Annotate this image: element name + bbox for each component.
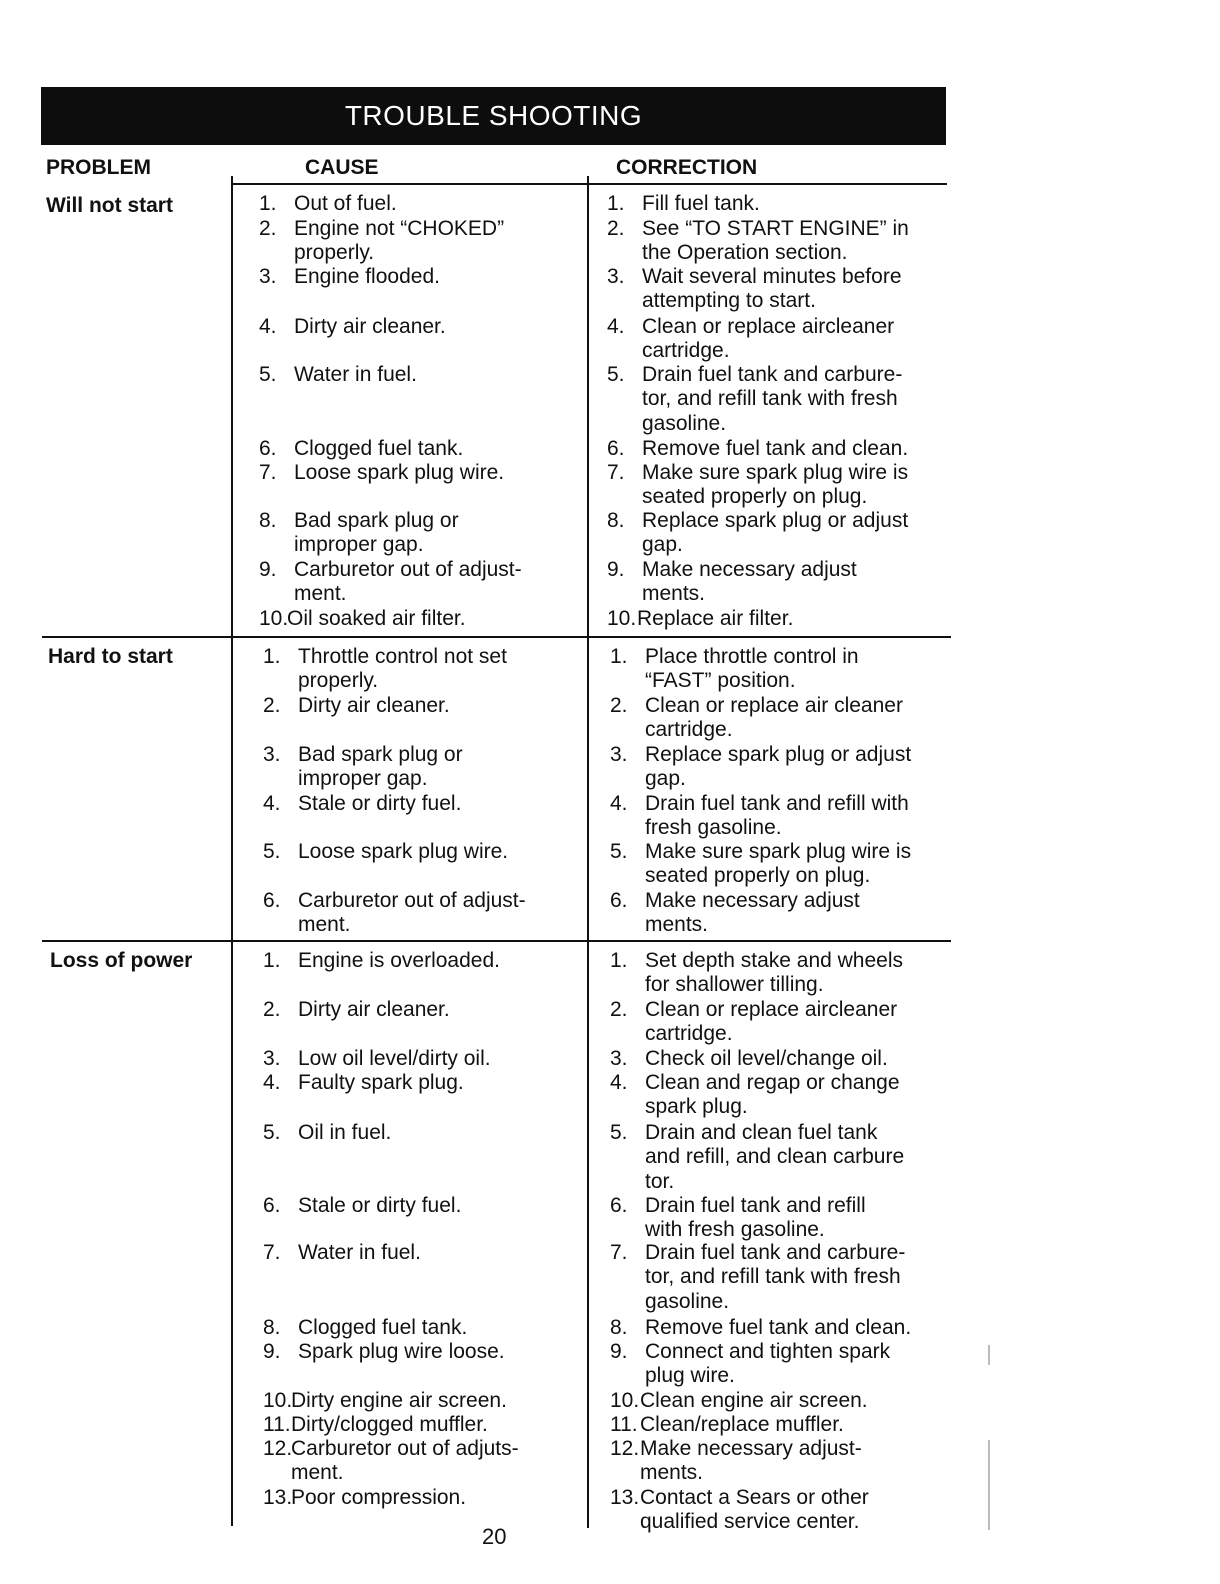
- page-title-banner: [41, 87, 946, 145]
- header-rule: [231, 183, 947, 185]
- item-text-line: ments.: [640, 1461, 704, 1485]
- divider-cause-correction: [587, 176, 589, 1528]
- item-number: 12.: [610, 1437, 640, 1460]
- item-text-line: Clean or replace aircleaner: [645, 998, 898, 1021]
- item-number: 8.: [259, 509, 277, 532]
- item-number: 3.: [263, 743, 281, 766]
- item-number: 7.: [263, 1241, 281, 1264]
- item-text-line: Remove fuel tank and clean.: [645, 1316, 912, 1339]
- item-number: 3.: [607, 265, 625, 288]
- item-text-line: Engine is overloaded.: [298, 949, 500, 972]
- item-text-line: Poor compression.: [291, 1486, 467, 1509]
- item-number: 3.: [263, 1047, 281, 1070]
- problem-will-not-start: Will not start: [46, 194, 173, 217]
- item-number: 8.: [610, 1316, 628, 1339]
- item-number: 9.: [263, 1340, 281, 1363]
- item-number: 1.: [610, 949, 628, 972]
- item-number: 2.: [263, 694, 281, 717]
- divider-problem-cause: [231, 176, 233, 1526]
- item-text-line: Drain fuel tank and refill: [645, 1194, 866, 1217]
- item-text-line: Dirty air cleaner.: [298, 694, 450, 717]
- item-number: 5.: [263, 1121, 281, 1144]
- item-number: 6.: [607, 437, 625, 460]
- item-text-line: Low oil level/dirty oil.: [298, 1047, 491, 1070]
- problem-hard-to-start: Hard to start: [48, 645, 173, 668]
- item-text-line: properly.: [294, 241, 375, 265]
- item-text-line: Contact a Sears or other: [640, 1486, 869, 1509]
- scan-speck: [988, 1440, 990, 1530]
- item-number: 6.: [610, 889, 628, 912]
- item-number: 4.: [610, 792, 628, 815]
- item-text-line: Drain fuel tank and carbure-: [645, 1241, 906, 1264]
- item-text-line: Oil in fuel.: [298, 1121, 392, 1144]
- item-number: 4.: [259, 315, 277, 338]
- item-number: 5.: [610, 840, 628, 863]
- scan-speck: [988, 1345, 990, 1365]
- item-text-line: Clean or replace aircleaner: [642, 315, 895, 338]
- item-text-line: Oil soaked air filter.: [287, 607, 466, 630]
- item-text-line: for shallower tilling.: [645, 973, 824, 997]
- item-text-line: Clean/replace muffler.: [640, 1413, 844, 1436]
- item-number: 4.: [263, 1071, 281, 1094]
- item-text-line: Replace air filter.: [637, 607, 794, 630]
- item-number: 13.: [610, 1486, 640, 1509]
- item-text-line: Clean or replace air cleaner: [645, 694, 903, 717]
- item-text-line: Drain fuel tank and refill with: [645, 792, 909, 815]
- item-text-line: Remove fuel tank and clean.: [642, 437, 909, 460]
- item-text-line: seated properly on plug.: [642, 485, 868, 509]
- item-text-line: Check oil level/change oil.: [645, 1047, 888, 1070]
- item-number: 1.: [259, 192, 277, 215]
- item-text-line: gasoline.: [645, 1289, 730, 1313]
- item-text-line: Spark plug wire loose.: [298, 1340, 505, 1363]
- item-number: 6.: [263, 1194, 281, 1217]
- item-text-line: cartridge.: [645, 718, 733, 742]
- item-text-line: Stale or dirty fuel.: [298, 792, 462, 815]
- item-number: 4.: [263, 792, 281, 815]
- item-number: 7.: [610, 1241, 628, 1264]
- item-number: 5.: [263, 840, 281, 863]
- item-text-line: improper gap.: [298, 767, 428, 791]
- header-correction: CORRECTION: [616, 156, 758, 179]
- item-number: 5.: [259, 363, 277, 386]
- item-number: 1.: [607, 192, 625, 215]
- item-text-line: gap.: [645, 767, 686, 791]
- page-number: 20: [482, 1524, 507, 1549]
- item-text-line: the Operation section.: [642, 241, 848, 265]
- item-text-line: Clogged fuel tank.: [298, 1316, 468, 1339]
- item-number: 8.: [607, 509, 625, 532]
- item-text-line: fresh gasoline.: [645, 816, 782, 840]
- item-number: 2.: [263, 998, 281, 1021]
- item-text-line: plug wire.: [645, 1364, 735, 1388]
- item-text-line: Make necessary adjust-: [640, 1437, 862, 1460]
- item-text-line: tor, and refill tank with fresh: [642, 387, 898, 411]
- item-number: 11.: [263, 1413, 291, 1436]
- item-text-line: Dirty air cleaner.: [298, 998, 450, 1021]
- item-number: 10.: [259, 607, 289, 630]
- item-text-line: Make sure spark plug wire is: [645, 840, 912, 863]
- item-number: 7.: [607, 461, 625, 484]
- item-number: 1.: [263, 949, 281, 972]
- item-number: 13.: [263, 1486, 293, 1509]
- item-number: 2.: [610, 998, 628, 1021]
- item-text-line: Drain fuel tank and carbure-: [642, 363, 903, 386]
- item-text-line: cartridge.: [642, 339, 730, 363]
- item-number: 3.: [610, 743, 628, 766]
- item-text-line: Bad spark plug or: [294, 509, 459, 532]
- item-text-line: Connect and tighten spark: [645, 1340, 891, 1363]
- item-text-line: Water in fuel.: [298, 1241, 421, 1264]
- item-number: 4.: [610, 1071, 628, 1094]
- item-number: 10.: [607, 607, 637, 630]
- item-number: 2.: [610, 694, 628, 717]
- item-text-line: Engine flooded.: [294, 265, 440, 288]
- item-number: 1.: [263, 645, 281, 668]
- item-number: 11.: [610, 1413, 638, 1436]
- item-text-line: Engine not “CHOKED”: [294, 217, 505, 240]
- item-text-line: Clean engine air screen.: [640, 1389, 868, 1412]
- page-title: TROUBLE SHOOTING: [344, 100, 643, 131]
- section-rule-2: [42, 940, 951, 942]
- item-text-line: cartridge.: [645, 1022, 733, 1046]
- item-number: 9.: [607, 558, 625, 581]
- item-number: 9.: [259, 558, 277, 581]
- problem-loss-of-power: Loss of power: [50, 949, 193, 972]
- item-text-line: ments.: [645, 913, 709, 937]
- item-text-line: Clean and regap or change: [645, 1071, 900, 1094]
- item-number: 2.: [607, 217, 625, 240]
- header-cause: CAUSE: [305, 156, 379, 179]
- item-text-line: Make necessary adjust: [645, 889, 860, 912]
- item-number: 1.: [610, 645, 628, 668]
- item-text-line: Dirty/clogged muffler.: [291, 1413, 488, 1436]
- item-number: 8.: [263, 1316, 281, 1339]
- item-number: 7.: [259, 461, 277, 484]
- item-text-line: ment.: [294, 582, 347, 606]
- item-text-line: ments.: [642, 582, 706, 606]
- item-number: 5.: [610, 1121, 628, 1144]
- item-number: 10.: [610, 1389, 640, 1412]
- item-text-line: properly.: [298, 669, 379, 693]
- item-text-line: gap.: [642, 533, 683, 557]
- item-text-line: Replace spark plug or adjust: [642, 509, 909, 532]
- item-number: 10.: [263, 1389, 293, 1412]
- item-text-line: Replace spark plug or adjust: [645, 743, 912, 766]
- item-text-line: ment.: [298, 913, 351, 937]
- item-text-line: Carburetor out of adjuts-: [291, 1437, 519, 1460]
- item-number: 9.: [610, 1340, 628, 1363]
- item-text-line: Bad spark plug or: [298, 743, 463, 766]
- item-text-line: See “TO START ENGINE” in: [642, 217, 909, 240]
- item-text-line: spark plug.: [645, 1095, 748, 1119]
- item-text-line: Loose spark plug wire.: [298, 840, 509, 863]
- item-text-line: tor.: [645, 1169, 675, 1193]
- item-text-line: Faulty spark plug.: [298, 1071, 464, 1094]
- item-text-line: Out of fuel.: [294, 192, 397, 215]
- item-text-line: Dirty engine air screen.: [291, 1389, 507, 1412]
- item-text-line: Place throttle control in: [645, 645, 859, 668]
- item-text-line: Carburetor out of adjust-: [298, 889, 526, 912]
- item-number: 3.: [610, 1047, 628, 1070]
- item-text-line: tor, and refill tank with fresh: [645, 1265, 901, 1289]
- item-text-line: Carburetor out of adjust-: [294, 558, 522, 581]
- item-text-line: “FAST” position.: [645, 669, 796, 693]
- item-text-line: Set depth stake and wheels: [645, 949, 904, 972]
- item-number: 3.: [259, 265, 277, 288]
- item-text-line: Stale or dirty fuel.: [298, 1194, 462, 1217]
- item-text-line: Fill fuel tank.: [642, 192, 760, 215]
- item-number: 2.: [259, 217, 277, 240]
- item-text-line: improper gap.: [294, 533, 424, 557]
- item-text-line: Loose spark plug wire.: [294, 461, 505, 484]
- item-text-line: Water in fuel.: [294, 363, 417, 386]
- item-text-line: Dirty air cleaner.: [294, 315, 446, 338]
- item-number: 6.: [610, 1194, 628, 1217]
- item-text-line: Make sure spark plug wire is: [642, 461, 909, 484]
- item-text-line: qualified service center.: [640, 1510, 860, 1534]
- item-text-line: attempting to start.: [642, 289, 816, 313]
- item-text-line: Wait several minutes before: [642, 265, 902, 288]
- header-problem: PROBLEM: [46, 156, 151, 179]
- item-text-line: and refill, and clean carbure: [645, 1145, 905, 1169]
- item-number: 6.: [263, 889, 281, 912]
- item-text-line: Clogged fuel tank.: [294, 437, 464, 460]
- item-number: 5.: [607, 363, 625, 386]
- section-rule-1: [42, 636, 951, 638]
- item-number: 6.: [259, 437, 277, 460]
- item-text-line: Throttle control not set: [298, 645, 507, 668]
- item-text-line: ment.: [291, 1461, 344, 1485]
- item-text-line: Make necessary adjust: [642, 558, 857, 581]
- item-text-line: Drain and clean fuel tank: [645, 1121, 878, 1144]
- item-text-line: seated properly on plug.: [645, 864, 871, 888]
- item-number: 4.: [607, 315, 625, 338]
- item-number: 12.: [263, 1437, 293, 1460]
- item-text-line: gasoline.: [642, 411, 727, 435]
- item-text-line: with fresh gasoline.: [645, 1218, 825, 1242]
